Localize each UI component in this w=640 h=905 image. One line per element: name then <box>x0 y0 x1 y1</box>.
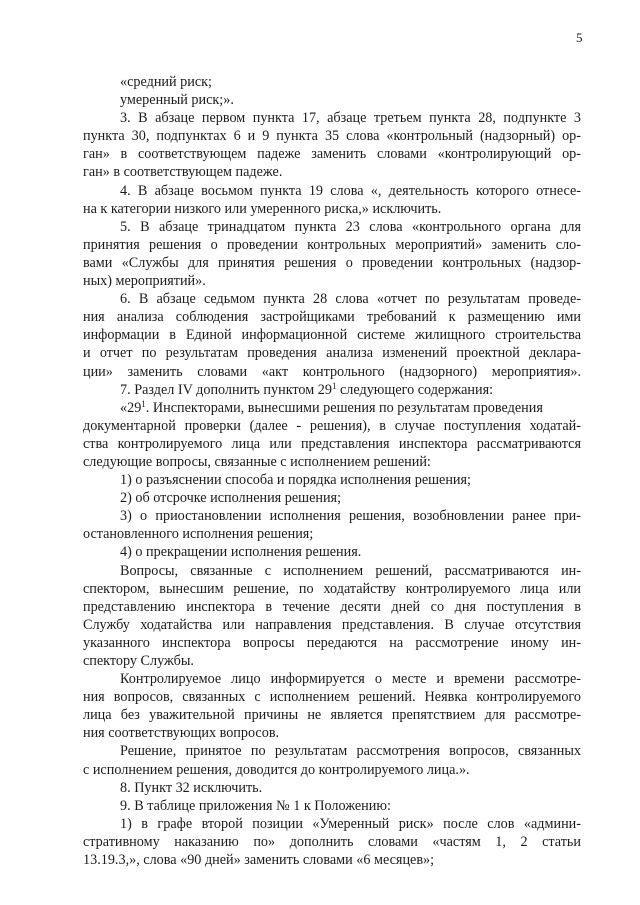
document-body <box>83 73 581 869</box>
text-line-content: ства контролируемого лица или представления инспектора рассматриваются <box>83 435 581 452</box>
text-line-content: 2) об отсрочке исполнения решения; <box>120 490 342 507</box>
text-line <box>83 634 581 652</box>
text-line <box>83 652 581 670</box>
text-line <box>83 525 581 543</box>
text-line <box>83 417 581 435</box>
text-line-content: 5. В абзаце тринадцатом пункта 23 слова «контрольного органа для <box>120 218 581 235</box>
text-line-content: 3) о приостановлении исполнения решения, возобновлении ранее при- <box>120 508 581 525</box>
text-line <box>83 543 581 561</box>
text-line <box>83 742 581 760</box>
text-line-content: стративному наказанию по» дополнить словами «частям 1, 2 статьи <box>83 833 581 850</box>
text-line-content: пункта 30, подпунктах 6 и 9 пункта 35 слова «контрольный (надзорный) ор- <box>83 128 581 145</box>
text-line <box>83 471 581 489</box>
text-line <box>83 688 581 706</box>
text-line-content: на к категории низкого или умеренного риска,» исключить. <box>83 200 442 217</box>
text-line <box>83 91 581 109</box>
text-line-content: лица без уважительной причины не является препятствием для рассмотре- <box>83 707 581 724</box>
text-line <box>83 73 581 91</box>
text-line-content: ган» в соответствующем падеже. <box>83 164 283 181</box>
text-line <box>83 308 581 326</box>
text-line-content: 1) о разъяснении способа и порядка исполнения решения; <box>120 472 471 489</box>
text-line-content: 6. В абзаце седьмом пункта 28 слова «отчет по результатам проведе- <box>120 291 581 308</box>
text-line-content: Решение, принятое по результатам рассмотрения вопросов, связанных <box>120 743 581 760</box>
text-line <box>83 363 581 381</box>
text-line <box>83 562 581 580</box>
text-line-content: ции» заменить словами «акт контрольного (надзорного) мероприятия». <box>83 363 581 380</box>
text-line-content: документарной проверки (далее - решения), в случае поступления ходатай- <box>83 417 581 434</box>
text-line-content: ния соответствующих вопросов. <box>83 725 280 742</box>
text-line-content: ных) мероприятий». <box>83 273 206 290</box>
text-line <box>83 453 581 471</box>
text-line <box>83 761 581 779</box>
text-line-content: умеренный риск;». <box>120 92 234 109</box>
text-line <box>83 670 581 688</box>
text-line <box>83 109 581 127</box>
text-line <box>83 435 581 453</box>
text-line <box>83 200 581 218</box>
text-line <box>83 399 581 417</box>
text-line <box>83 182 581 200</box>
text-line-content: «средний риск; <box>120 74 212 90</box>
text-line-content: 1) в графе второй позиции «Умеренный риск» после слов «админи- <box>120 815 581 832</box>
text-line <box>83 507 581 525</box>
text-line-content: Службу ходатайства или направления представления. В случае отсутствия <box>83 616 581 633</box>
text-line <box>83 218 581 236</box>
text-line-content: принятия решения о проведении контрольных мероприятий» заменить сло- <box>83 236 581 253</box>
text-line-content: спектором, вынесшим решение, по ходатайству контролируемого лица или <box>83 580 581 597</box>
text-line-content: остановленного исполнения решения; <box>83 526 314 543</box>
text-line-content: 7. Раздел IV дополнить пунктом 29 <box>120 381 332 398</box>
text-line-content: ния вопросов, связанных с исполнением решений. Неявка контролируемого <box>83 689 581 706</box>
text-line <box>83 254 581 272</box>
text-line <box>83 127 581 145</box>
text-line <box>83 145 581 163</box>
text-line <box>83 381 581 399</box>
text-line <box>83 815 581 833</box>
text-line <box>83 580 581 598</box>
text-line-continuation: следующего содержания: <box>336 381 494 398</box>
text-line-content: ния анализа соблюдения застройщиками требований к размещению ими <box>83 309 581 326</box>
text-line-content: и отчет по результатам проведения анализа изменений проектной деклара- <box>83 345 581 362</box>
text-line-content: Контролируемое лицо информируется о месте и времени рассмотре- <box>120 671 581 688</box>
text-line-content: 3. В абзаце первом пункта 17, абзаце третьем пункта 28, подпункте 3 <box>120 110 581 127</box>
text-line-content: Вопросы, связанные с исполнением решений, рассматриваются ин- <box>120 562 581 579</box>
superscript: 1 <box>141 398 146 409</box>
text-line-content: с исполнением решения, доводится до контролируемого лица.». <box>83 761 470 778</box>
text-line-content: представлению инспектора в течение десяти дней со дня поступления в <box>83 598 581 615</box>
text-line <box>83 779 581 797</box>
text-line-content: 9. В таблице приложения № 1 к Положению: <box>120 797 391 814</box>
text-line <box>83 724 581 742</box>
text-line-content: «29 <box>120 399 142 416</box>
text-line <box>83 326 581 344</box>
text-line-content: 13.19.3,», слова «90 дней» заменить словами «6 месяцев»; <box>83 852 435 869</box>
text-line <box>83 833 581 851</box>
text-line-content: информации в Единой информационной системе жилищного строительства <box>83 327 581 344</box>
text-line <box>83 163 581 181</box>
superscript: 1 <box>331 380 337 391</box>
text-line-content: 4) о прекращении исполнения решения. <box>120 544 362 561</box>
text-line-content: следующие вопросы, связанные с исполнением решений: <box>83 453 431 470</box>
text-line-content: ган» в соответствующем падеже заменить словами «контролирующий ор- <box>83 146 581 163</box>
text-line-continuation: . Инспекторами, вынесшими решения по результатам проведения <box>145 399 543 416</box>
text-line-content: 4. В абзаце восьмом пункта 19 слова «, деятельность которого отнесе- <box>120 182 581 199</box>
text-line-content: вами «Службы для принятия решения о проведении контрольных (надзор- <box>83 254 581 271</box>
text-line-content: 8. Пункт 32 исключить. <box>120 779 263 796</box>
text-line <box>83 706 581 724</box>
text-line <box>83 236 581 254</box>
text-line <box>83 797 581 815</box>
text-line-content: указанного инспектора вопросы передаются на рассмотрение иному ин- <box>83 634 581 651</box>
text-line <box>83 290 581 308</box>
text-line <box>83 272 581 290</box>
text-line <box>83 489 581 507</box>
text-line-content: спектору Службы. <box>83 653 194 669</box>
text-line <box>83 616 581 634</box>
text-line <box>83 851 581 869</box>
text-line <box>83 598 581 616</box>
text-line <box>83 344 581 362</box>
page-number: 5 <box>576 30 583 45</box>
